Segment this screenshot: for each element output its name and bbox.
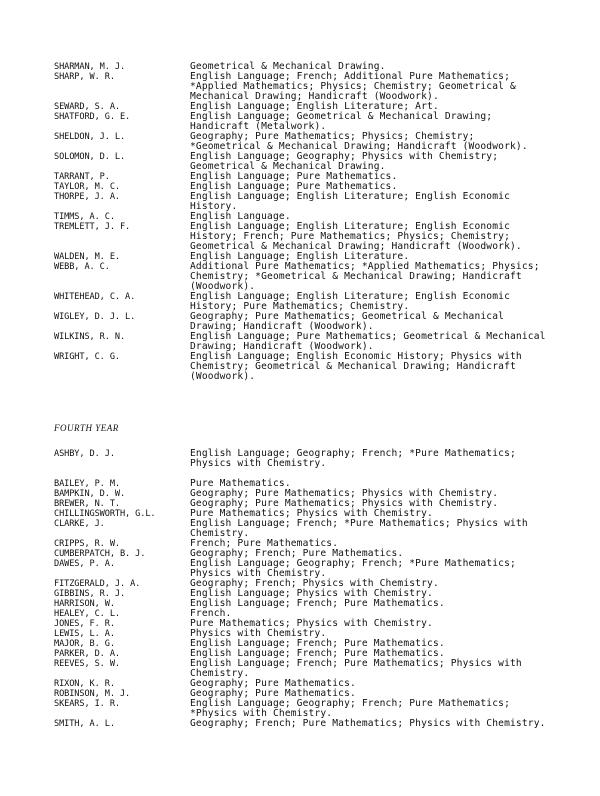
student-subjects: English Language; English Literature; English Economic History; French; Pure Mathematics; Physics; Chemistry; Geometrical & Mechanical Drawing; Handicraft (Woodwork). bbox=[190, 221, 522, 252]
student-subjects: Geography; Pure Mathematics; Geometrical & Mechanical Drawing; Handicraft (Woodwork). bbox=[190, 311, 505, 332]
student-subjects: English Language; English Economic History; Physics with Chemistry; Geometrical & Mechanical Drawing; Handicraft (Woodwork). bbox=[190, 351, 522, 382]
student-subjects: English Language; Pure Mathematics. bbox=[190, 171, 398, 182]
student-subjects: English Language; Pure Mathematics. bbox=[190, 181, 398, 192]
student-name: SHATFORD, G. E. bbox=[54, 112, 131, 122]
student-name: TIMMS, A. C. bbox=[54, 212, 115, 222]
student-name: WALDEN, M. E. bbox=[54, 252, 120, 262]
student-subjects: Additional Pure Mathematics; *Applied Mathematics; Physics; Chemistry; *Geometrical & Mechanical Drawing; Handicraft (Woodwork). bbox=[190, 261, 540, 292]
student-name: THORPE, J. A. bbox=[54, 192, 120, 202]
student-name: FITZGERALD, J. A. bbox=[54, 579, 141, 589]
student-subjects: English Language; English Literature; English Economic History. bbox=[190, 191, 510, 212]
student-name: GIBBINS, R. J. bbox=[54, 589, 126, 599]
student-name: TREMLETT, J. F. bbox=[54, 222, 131, 232]
student-subjects: English Language; French; *Pure Mathematics; Physics with Chemistry. bbox=[190, 518, 528, 539]
student-name: LEWIS, L. A. bbox=[54, 629, 115, 639]
student-subjects: English Language; English Literature; English Economic History; Pure Mathematics; Chemistry. bbox=[190, 291, 510, 312]
student-name: CLARKE, J. bbox=[54, 519, 105, 529]
student-name: BAMPKIN, D. W. bbox=[54, 489, 126, 499]
student-name: SOLOMON, D. L. bbox=[54, 152, 126, 162]
section-heading-fourth-year: FOURTH YEAR bbox=[54, 423, 119, 433]
student-name: CHILLINGSWORTH, G.L. bbox=[54, 509, 156, 519]
student-name: SEWARD, S. A. bbox=[54, 102, 120, 112]
student-subjects: English Language; Geography; French; *Pure Mathematics; Physics with Chemistry. bbox=[190, 558, 516, 579]
student-name: WIGLEY, D. J. L. bbox=[54, 312, 136, 322]
student-name: JONES, F. R. bbox=[54, 619, 115, 629]
student-subjects: English Language; Pure Mathematics; Geometrical & Mechanical Drawing; Handicraft (Woodwork). bbox=[190, 331, 546, 352]
student-name: ROBINSON, M. J. bbox=[54, 689, 131, 699]
student-name: TAYLOR, M. C. bbox=[54, 182, 120, 192]
student-subjects: Physics with Chemistry. bbox=[190, 628, 327, 639]
student-name: WHITEHEAD, C. A. bbox=[54, 292, 136, 302]
student-subjects: Pure Mathematics; Physics with Chemistry. bbox=[190, 508, 433, 519]
student-subjects: English Language; French; Pure Mathematics. bbox=[190, 648, 445, 659]
student-subjects: French. bbox=[190, 608, 232, 619]
student-subjects: Geography; Pure Mathematics; Physics with Chemistry. bbox=[190, 498, 499, 509]
student-subjects: English Language; English Literature; Art. bbox=[190, 101, 439, 112]
student-subjects: Pure Mathematics; Physics with Chemistry. bbox=[190, 618, 433, 629]
student-name: CRIPPS, R. W. bbox=[54, 539, 120, 549]
student-subjects: Geography; French; Pure Mathematics; Physics with Chemistry. bbox=[190, 718, 546, 729]
student-subjects: English Language; French; Additional Pure Mathematics; *Applied Mathematics; Physics; Chemistry; Geometrical & Mechanical Drawing; Handicraft (Woodwork). bbox=[190, 71, 516, 102]
student-subjects: English Language; French; Pure Mathematics. bbox=[190, 638, 445, 649]
student-name: DAWES, P. A. bbox=[54, 559, 115, 569]
student-name: SHELDON, J. L. bbox=[54, 132, 126, 142]
student-subjects: English Language. bbox=[190, 211, 291, 222]
student-name: MAJOR, B. G. bbox=[54, 639, 115, 649]
student-subjects: English Language; French; Pure Mathematics; Physics with Chemistry. bbox=[190, 658, 522, 679]
student-name: SHARP, W. R. bbox=[54, 72, 115, 82]
student-subjects: English Language; Geometrical & Mechanical Drawing; Handicraft (Metalwork). bbox=[190, 111, 493, 132]
student-name: SHARMAN, M. J. bbox=[54, 62, 126, 72]
student-name: REEVES, S. W. bbox=[54, 659, 120, 669]
student-name: WRIGHT, C. G. bbox=[54, 352, 120, 362]
student-name: WILKINS, R. N. bbox=[54, 332, 126, 342]
student-subjects: English Language; Geography; French; *Pure Mathematics; Physics with Chemistry. bbox=[190, 448, 516, 469]
student-name: CUMBERPATCH, B. J. bbox=[54, 549, 146, 559]
student-name: SKEARS, I. R. bbox=[54, 699, 120, 709]
student-subjects: Geography; French; Pure Mathematics. bbox=[190, 548, 404, 559]
student-name: WEBB, A. C. bbox=[54, 262, 110, 272]
student-name: SMITH, A. L. bbox=[54, 719, 115, 729]
student-name: HEALEY, C. L. bbox=[54, 609, 120, 619]
student-name: PARKER, D. A. bbox=[54, 649, 120, 659]
student-subjects: English Language; Geography; Physics with Chemistry; Geometrical & Mechanical Drawing. bbox=[190, 151, 499, 172]
student-name: BAILEY, P. M. bbox=[54, 479, 120, 489]
student-name: BREWER, N. T. bbox=[54, 499, 120, 509]
student-subjects: French; Pure Mathematics. bbox=[190, 538, 339, 549]
student-name: HARRISON, W. bbox=[54, 599, 115, 609]
student-name: ASHBY, D. J. bbox=[54, 449, 115, 459]
student-subjects: Geography; Pure Mathematics; Physics; Chemistry; *Geometrical & Mechanical Drawing; Handicraft (Woodwork). bbox=[190, 131, 528, 152]
student-subjects: Geography; Pure Mathematics. bbox=[190, 688, 356, 699]
student-subjects: English Language; French; Pure Mathematics. bbox=[190, 598, 445, 609]
student-subjects: Geometrical & Mechanical Drawing. bbox=[190, 61, 386, 72]
student-subjects: English Language; Geography; French; Pure Mathematics; *Physics with Chemistry. bbox=[190, 698, 510, 719]
student-subjects: Geography; Pure Mathematics; Physics with Chemistry. bbox=[190, 488, 499, 499]
student-subjects: Geography; French; Physics with Chemistry. bbox=[190, 578, 439, 589]
student-subjects: Geography; Pure Mathematics. bbox=[190, 678, 356, 689]
student-name: TARRANT, P. bbox=[54, 172, 110, 182]
student-subjects: Pure Mathematics. bbox=[190, 478, 291, 489]
student-subjects: English Language; Physics with Chemistry. bbox=[190, 588, 433, 599]
student-subjects: English Language; English Literature. bbox=[190, 251, 410, 262]
student-name: RIXON, K. R. bbox=[54, 679, 115, 689]
